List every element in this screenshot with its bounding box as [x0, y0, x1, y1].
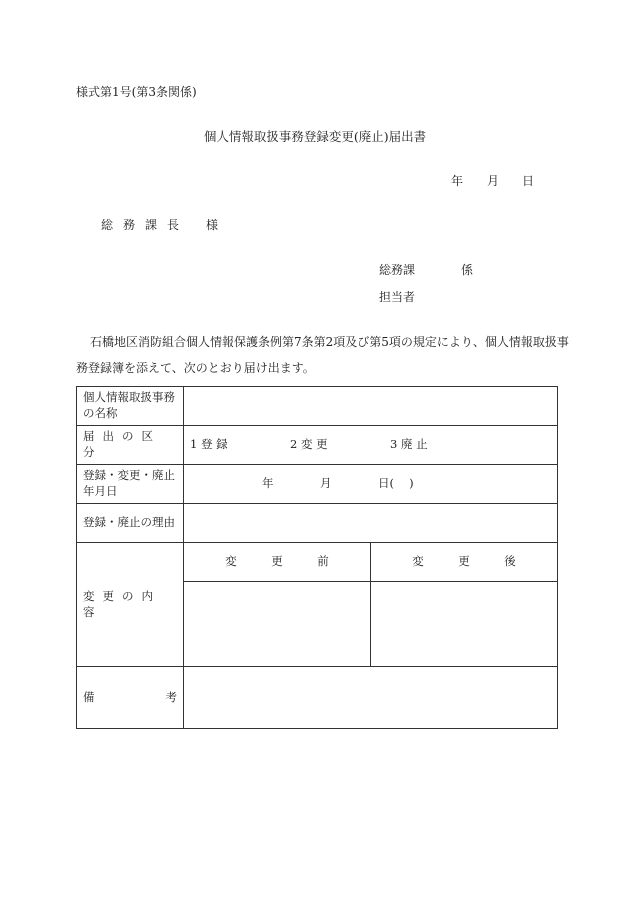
row-date — [77, 465, 558, 504]
date-label: 登録・変更・廃止年月日 — [77, 465, 184, 504]
date-field-month: 月 — [320, 476, 332, 491]
kubun-option-register[interactable]: 1 登 録 — [190, 437, 228, 452]
date-month-label: 月 — [487, 174, 500, 188]
reason-field[interactable] — [184, 504, 558, 543]
after-field[interactable] — [371, 582, 558, 667]
date-field[interactable] — [184, 465, 558, 504]
row-name — [77, 387, 558, 426]
document-title: 個人情報取扱事務登録変更(廃止)届出書 — [203, 129, 427, 144]
date-day-label: 日 — [522, 174, 535, 188]
change-label: 変更の内容 — [77, 543, 184, 667]
remarks-label-char-2: 考 — [165, 689, 177, 704]
kubun-options[interactable] — [184, 426, 558, 465]
remarks-field[interactable] — [184, 667, 558, 729]
name-field[interactable] — [184, 387, 558, 426]
before-header: 変 更 前 — [184, 543, 371, 582]
row-change-header — [77, 543, 558, 582]
sender-department: 総務課 — [379, 263, 416, 277]
sender-section: 係 — [461, 263, 474, 277]
kubun-option-abolish[interactable]: 3 廃 止 — [390, 437, 428, 452]
form-number: 様式第1号(第3条関係) — [76, 85, 197, 99]
honorific: 様 — [206, 218, 219, 232]
remarks-label-char-1: 備 — [83, 689, 95, 704]
name-label: 個人情報取扱事務の名称 — [77, 387, 184, 426]
date-year-label: 年 — [451, 174, 464, 188]
row-kubun — [77, 426, 558, 465]
addressee: 総務課長 — [101, 218, 190, 232]
kubun-option-change[interactable]: 2 変 更 — [290, 437, 328, 452]
reason-label: 登録・廃止の理由 — [77, 504, 184, 543]
row-reason — [77, 504, 558, 543]
body-text-line-2: 務登録簿を添えて、次のとおり届け出ます。 — [76, 361, 315, 375]
after-header: 変 更 後 — [371, 543, 558, 582]
sender-person-in-charge: 担当者 — [379, 290, 416, 304]
notification-form-table — [76, 386, 558, 729]
remarks-label — [77, 667, 184, 729]
before-field[interactable] — [184, 582, 371, 667]
date-field-year: 年 — [262, 476, 274, 491]
kubun-label: 届出の区分 — [77, 426, 184, 465]
body-text-line-1: 石橋地区消防組合個人情報保護条例第7条第2項及び第5項の規定により、個人情報取扱事 — [90, 335, 569, 349]
row-remarks — [77, 667, 558, 729]
date-field-day: 日( ) — [378, 476, 414, 491]
